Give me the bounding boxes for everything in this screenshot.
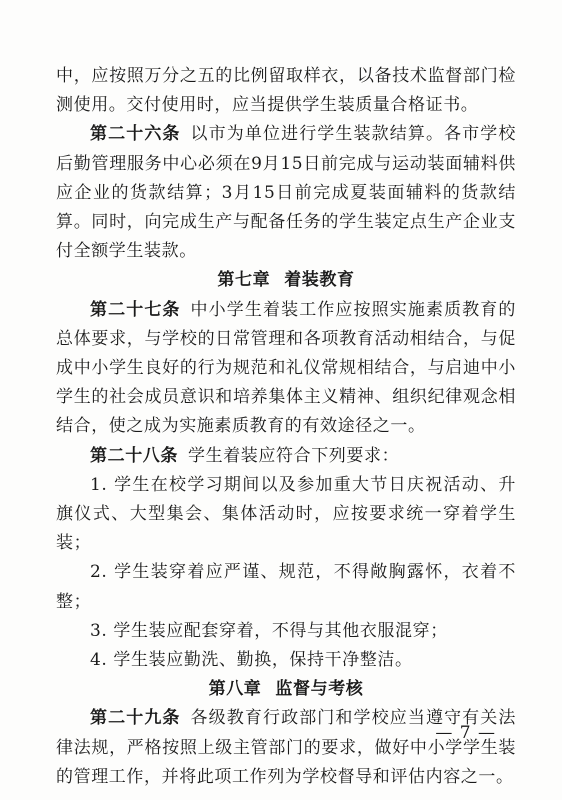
- article-label: 第二十八条: [90, 445, 178, 466]
- article-29: [56, 704, 516, 792]
- article-label: 第二十六条: [90, 124, 181, 145]
- chapter-number: 第八章: [208, 679, 262, 700]
- article-label: 第二十九条: [90, 708, 181, 729]
- chapter-7-heading: [56, 266, 516, 295]
- list-item-text: 3. 学生装应配套穿着，不得与其他衣服混穿；: [90, 620, 448, 641]
- article-text: 学生着装应符合下列要求：: [188, 445, 400, 466]
- list-item: [56, 471, 516, 559]
- document-body: [56, 62, 516, 792]
- article-text: 中小学生着装工作应按照实施素质教育的总体要求，与学校的日常管理和各项教育活动相结合，与促成中小学生良好的行为规范和礼仪常规相结合，与启迪中小学生的社会成员意识和培养集体主义精神、组织纪律观念相结合，使之成为实施素质教育的有效途径之一。: [56, 299, 516, 437]
- chapter-number: 第七章: [217, 270, 271, 291]
- chapter-8-heading: [56, 675, 516, 704]
- article-label: 第二十七条: [90, 299, 181, 320]
- page-number: — 7 —: [435, 723, 496, 743]
- list-item: [56, 646, 516, 675]
- article-text: 各级教育行政部门和学校应当遵守有关法律法规，严格按照上级主管部门的要求，做好中小学学生装的管理工作，并将此项工作列为学校督导和评估内容之一。: [56, 708, 516, 787]
- list-item-text: 4. 学生装应勤洗、勤换，保持干净整洁。: [90, 650, 413, 671]
- paragraph-text: 中，应按照万分之五的比例留取样衣，以备技术监督部门检测使用。交付使用时，应当提供学生装质量合格证书。: [56, 66, 516, 116]
- list-item: [56, 617, 516, 646]
- chapter-title: 监督与考核: [275, 679, 364, 700]
- article-26: [56, 120, 516, 266]
- chapter-title: 着装教育: [284, 270, 355, 291]
- list-item: [56, 558, 516, 616]
- article-27: [56, 296, 516, 442]
- paragraph-continuation: [56, 62, 516, 120]
- article-text: 以市为单位进行学生装款结算。各市学校后勤管理服务中心必须在9月15日前完成与运动装面辅料供应企业的货款结算；3月15日前完成夏装面辅料的货款结算。同时，向完成生产与配备任务的学生装定点生产企业支付全额学生装款。: [56, 124, 516, 262]
- article-28: [56, 442, 516, 471]
- list-item-text: 1. 学生在校学习期间以及参加重大节日庆祝活动、升旗仪式、大型集会、集体活动时，应按要求统一穿着学生装；: [56, 474, 516, 554]
- list-item-text: 2. 学生装穿着应严谨、规范，不得敞胸露怀，衣着不整；: [56, 562, 516, 612]
